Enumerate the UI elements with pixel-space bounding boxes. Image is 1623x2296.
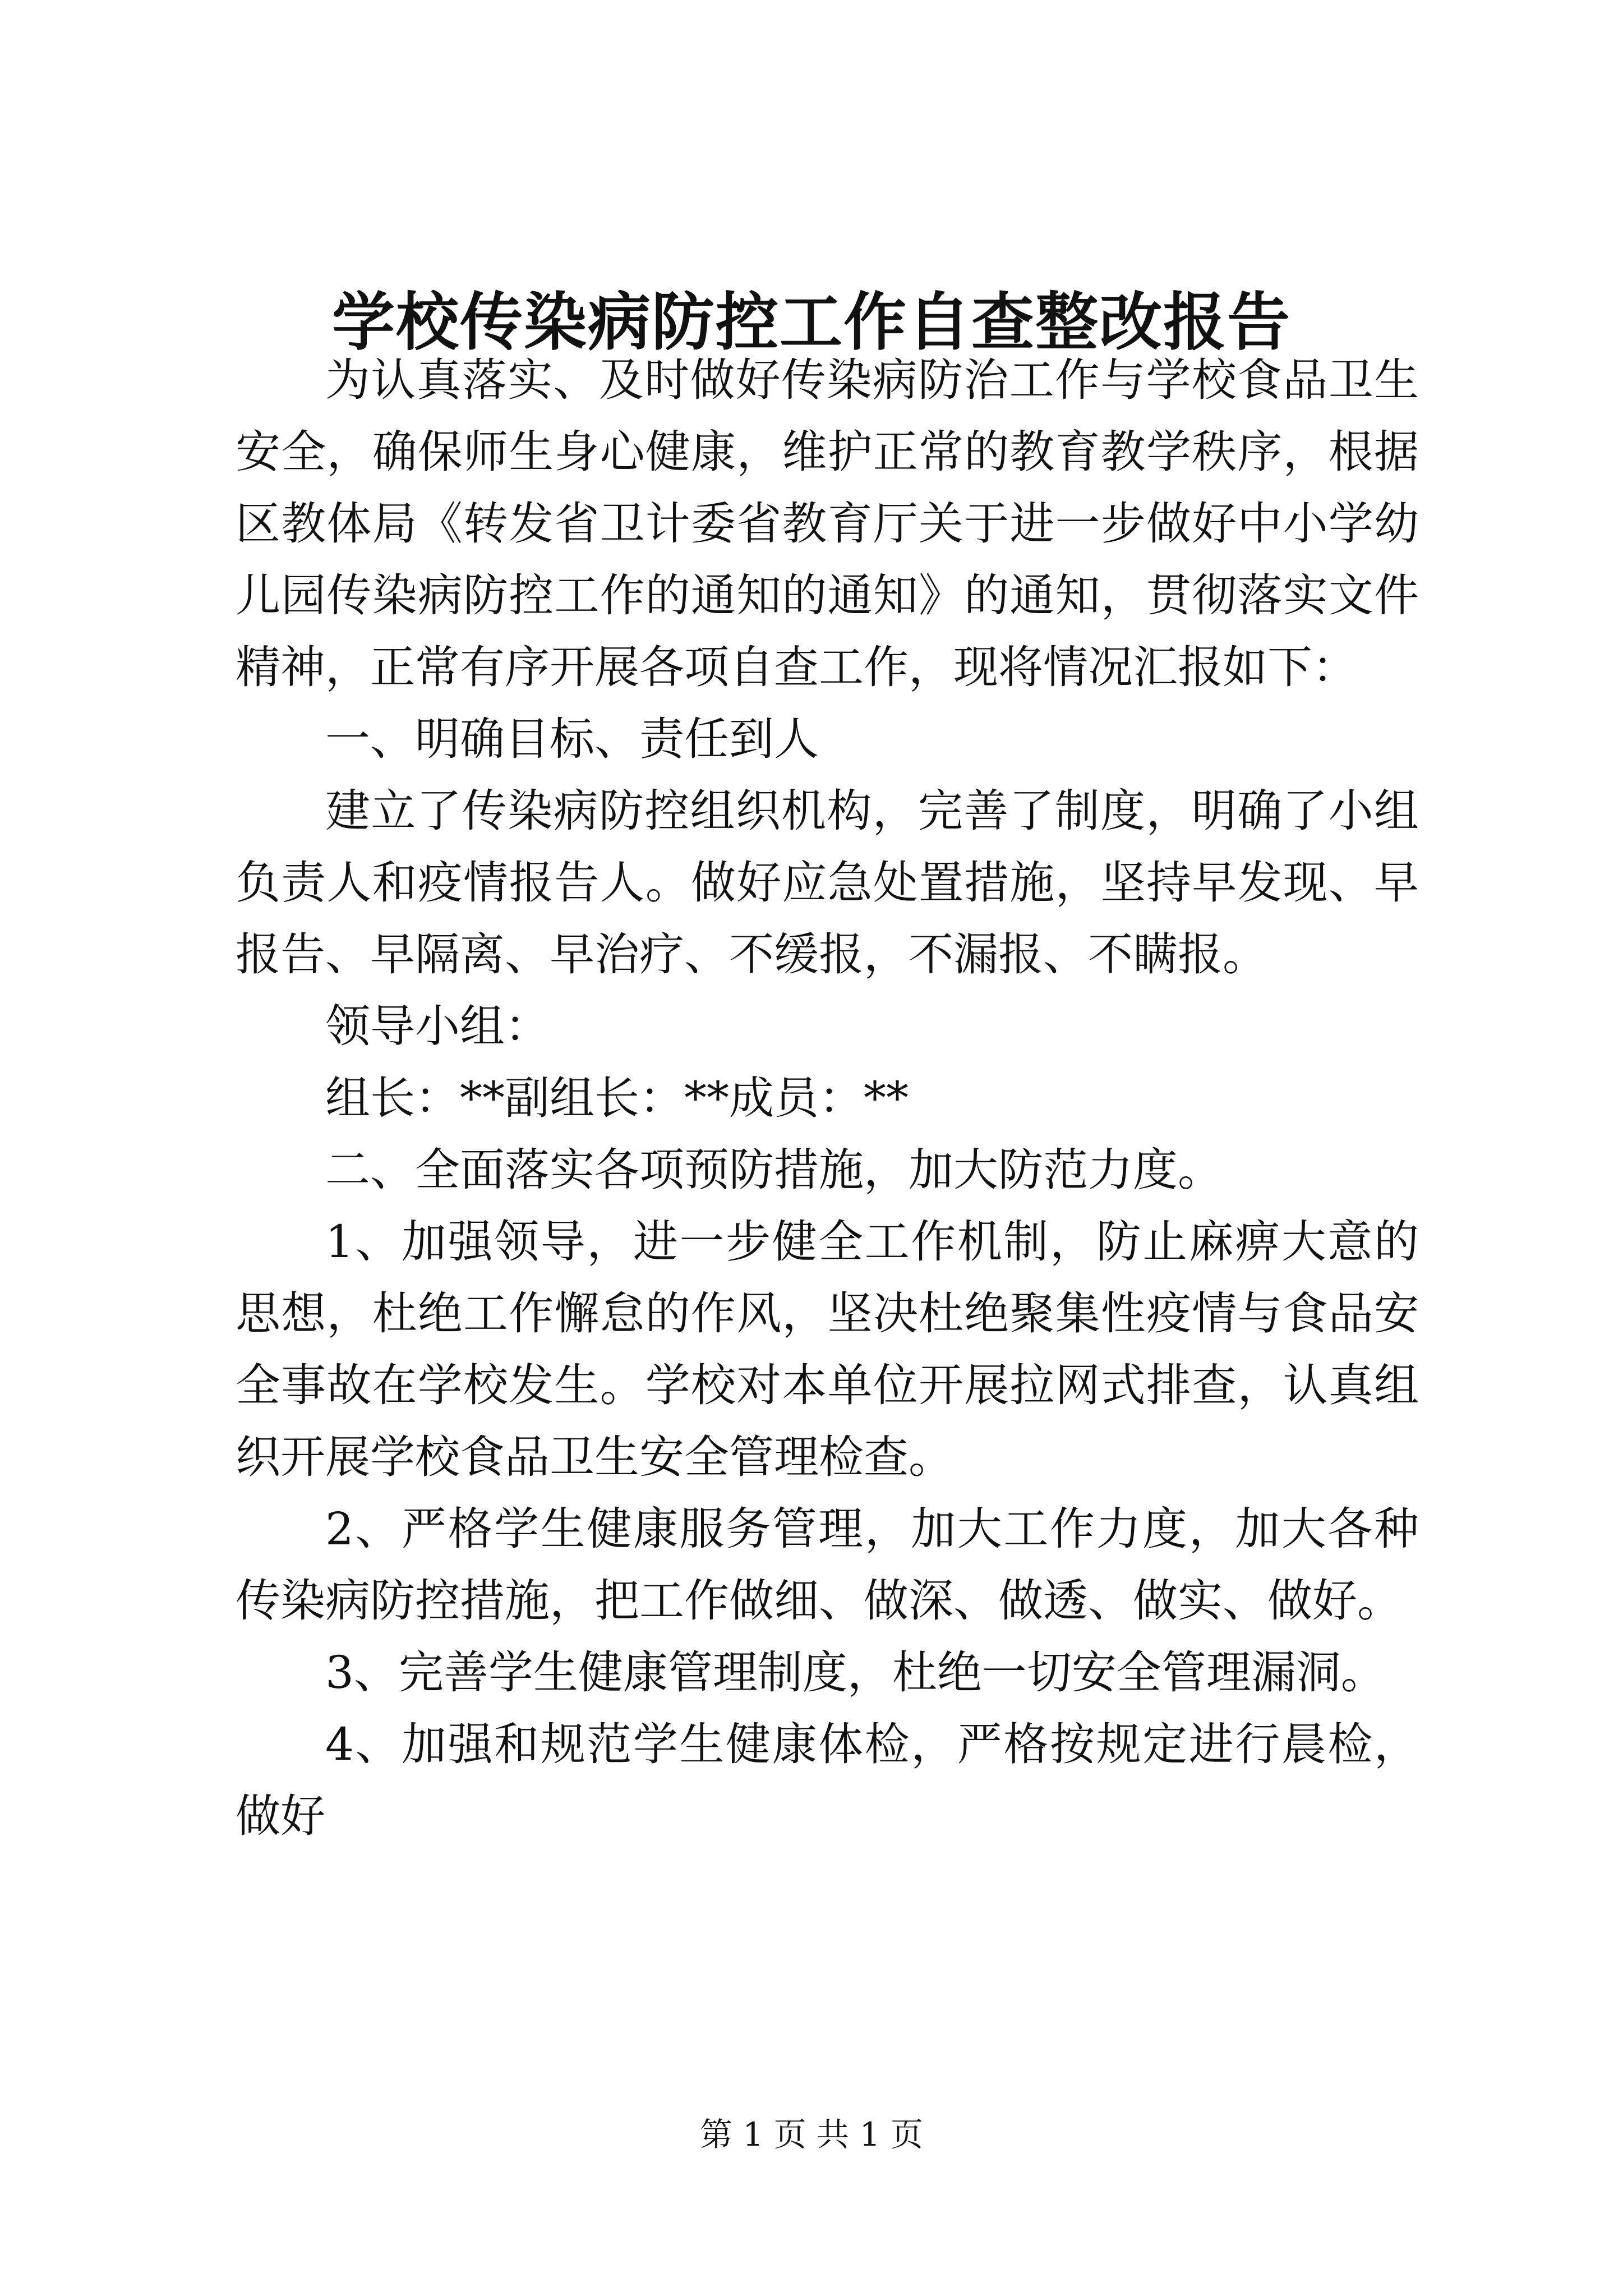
paragraph-item-4: 4、加强和规范学生健康体检，严格按规定进行晨检，做好 [236,1718,1419,1842]
paragraph-item-1: 1、加强领导，进一步健全工作机制，防止麻痹大意的思想，杜绝工作懈怠的作风，坚决杜绝聚集性疫情与食品安全事故在学校发生。学校对本单位开展拉网式排查，认真组织开展学校食品卫生安全管理检查。 [236,1216,1419,1483]
page-footer: 第 1 页 共 1 页 [700,2115,923,2154]
document-title: 学校传染病防控工作自查整改报告 [332,286,1291,359]
paragraph-item-2: 2、严格学生健康服务管理，加大工作力度，加大各种传染病防控措施，把工作做细、做深、做透、做实、做好。 [236,1503,1419,1627]
paragraph-item-3: 3、完善学生健康管理制度，杜绝一切安全管理漏洞。 [325,1646,1386,1699]
document-body [236,344,1419,1852]
heading-section-1: 一、明确目标、责任到人 [325,713,819,765]
heading-section-2: 二、全面落实各项预防措施，加大防范力度。 [325,1144,1223,1196]
paragraph-section-1: 建立了传染病防控组织机构，完善了制度，明确了小组负责人和疫情报告人。做好应急处置措施，坚持早发现、早报告、早隔离、早治疗、不缓报，不漏报、不瞒报。 [236,785,1419,981]
paragraph-intro: 为认真落实、及时做好传染病防治工作与学校食品卫生安全，确保师生身心健康，维护正常的教育教学秩序，根据区教体局《转发省卫计委省教育厅关于进一步做好中小学幼儿园传染病防控工作的通知的通知》的通知，贯彻落实文件精神，正常有序开展各项自查工作，现将情况汇报如下： [236,354,1419,693]
paragraph-leadership-members: 组长：**副组长：**成员：** [325,1072,909,1124]
paragraph-leadership-label: 领导小组： [325,1000,550,1052]
